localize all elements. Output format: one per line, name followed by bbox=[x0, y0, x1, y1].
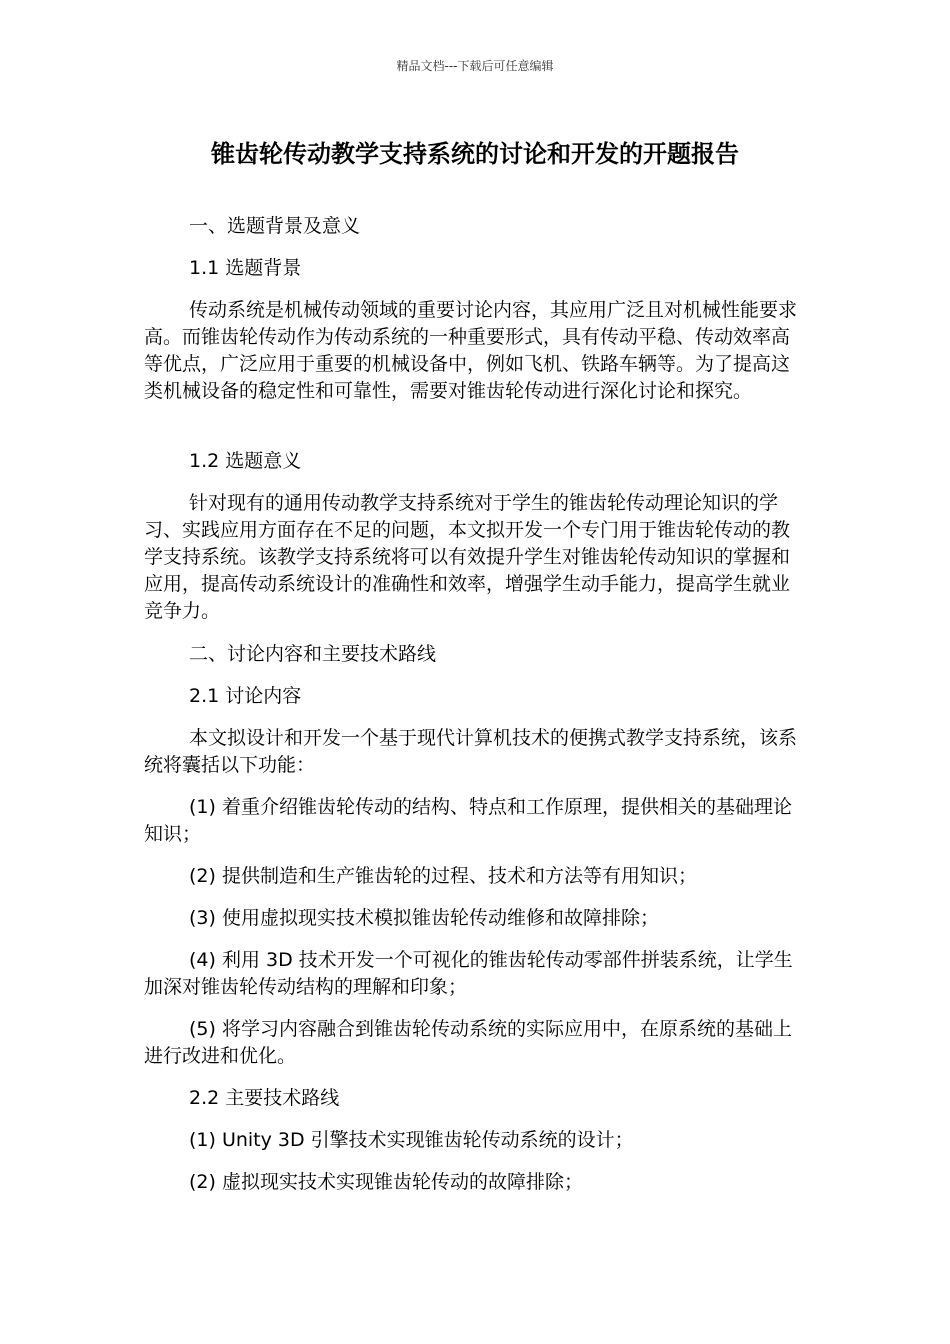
list-item: (3) 使用虚拟现实技术模拟锥齿轮传动维修和故障排除； bbox=[189, 907, 659, 929]
subsection-heading-1-1: 1.1 选题背景 bbox=[189, 257, 302, 279]
paragraph-significance: 针对现有的通用传动教学支持系统对于学生的锥齿轮传动理论知识的学习、实践应用方面存在不足的问题，本文拟开发一个专门用于锥齿轮传动的教学支持系统。该教学支持系统将可以有效提升学生对锥齿轮传动知识的掌握和应用，提高传动系统设计的准确性和效率，增强学生动手能力，提高学生就业竞争力。 bbox=[144, 492, 791, 622]
section-heading-2: 二、讨论内容和主要技术路线 bbox=[189, 643, 437, 665]
list-item: (1) Unity 3D 引擎技术实现锥齿轮传动系统的设计； bbox=[189, 1129, 634, 1151]
header-note: 精品文档---下载后可任意编辑 bbox=[396, 59, 554, 73]
paragraph-background: 传动系统是机械传动领域的重要讨论内容，其应用广泛且对机械性能要求高。而锥齿轮传动作为传动系统的一种重要形式，具有传动平稳、传动效率高等优点，广泛应用于重要的机械设备中，例如飞机、铁路车辆等。为了提高这类机械设备的稳定性和可靠性，需要对锥齿轮传动进行深化讨论和探究。 bbox=[144, 299, 798, 402]
list-item: (4) 利用 3D 技术开发一个可视化的锥齿轮传动零部件拼装系统，让学生加深对锥齿轮传动结构的理解和印象； bbox=[144, 949, 793, 998]
list-item: (2) 提供制造和生产锥齿轮的过程、技术和方法等有用知识； bbox=[189, 865, 697, 887]
paragraph-research-content: 本文拟设计和开发一个基于现代计算机技术的便携式教学支持系统，该系统将囊括以下功能： bbox=[144, 727, 798, 776]
section-heading-1: 一、选题背景及意义 bbox=[189, 215, 361, 237]
list-item: (1) 着重介绍锥齿轮传动的结构、特点和工作原理，提供相关的基础理论知识； bbox=[144, 796, 792, 845]
subsection-heading-2-2: 2.2 主要技术路线 bbox=[189, 1087, 340, 1109]
list-item: (5) 将学习内容融合到锥齿轮传动系统的实际应用中，在原系统的基础上进行改进和优化。 bbox=[144, 1018, 792, 1067]
document-title: 锥齿轮传动教学支持系统的讨论和开发的开题报告 bbox=[211, 140, 739, 168]
subsection-heading-2-1: 2.1 讨论内容 bbox=[189, 685, 302, 707]
list-item: (2) 虚拟现实技术实现锥齿轮传动的故障排除； bbox=[189, 1171, 583, 1193]
subsection-heading-1-2: 1.2 选题意义 bbox=[189, 450, 302, 472]
